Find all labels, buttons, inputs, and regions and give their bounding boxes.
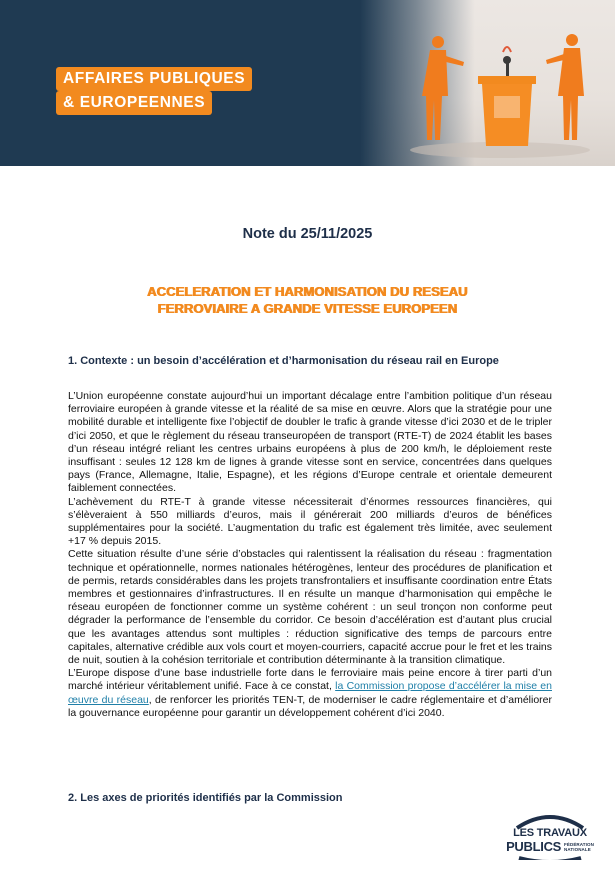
note-date: Note du 25/11/2025: [242, 226, 373, 242]
title-line1: ACCELERATION ET HARMONISATION DU RESEAU: [147, 284, 468, 299]
paragraph-text: L’Europe dispose d’une base industrielle forte dans le ferroviaire mais peine encore à tirer parti d’un marché intérieur véritablement unifié. Face à ce constat,: [68, 667, 552, 693]
logo-sub2: NATIONALE: [564, 846, 591, 852]
paragraph-text: , de renforcer les priorités TEN-T, de moderniser le cadre réglementaire et d’améliorer la gouvernance européenne pour garantir un développement cohérent d’ici 2040.: [68, 693, 552, 719]
paragraph: L’achèvement du RTE-T à grande vitesse nécessiterait d’énormes ressources financières, qui s’élèveraient à 550 milliards d’euros, mais il générerait 200 milliards d’euros de bénéfices supplémentaires pour la société. L’augmentation du trafic est également très limitée, avec seulement +17 % depuis 2015.: [68, 495, 552, 548]
logo-line1: LES TRAVAUX: [513, 827, 587, 839]
business-meeting-illustration: [360, 0, 615, 166]
logo-sub1: FÉDÉRATION: [564, 841, 594, 847]
organization-logo: [506, 827, 594, 854]
commission-proposal-link[interactable]: la Commission propose d’accélérer la mise en œuvre du réseau: [68, 680, 552, 706]
section1-heading: 1. Contexte : un besoin d’accélération et d’harmonisation du réseau rail en Europe: [68, 355, 499, 367]
logo-line2: PUBLICS: [506, 839, 562, 854]
paragraph: [68, 667, 552, 720]
section-tag-line1: AFFAIRES PUBLIQUES: [56, 67, 252, 91]
document-title: [60, 283, 555, 317]
section-tag-line2: & EUROPEENNES: [56, 91, 212, 115]
header-photo: [360, 0, 615, 166]
paragraph: Cette situation résulte d’une série d’obstacles qui ralentissent la réalisation du réseau : fragmentation technique et opérationnelle, normes nationales hétérogènes, lenteur des procédures de planification et de permis, retards considérables dans les projets transfrontaliers et insuffisante coordination entre États membres et gestionnaires d’infrastructures. Il en résulte un manque d’harmonisation qui empêche le réseau européen de fonctionner comme un système cohérent : un seul tronçon non conforme peut dégrader la performance de l’ensemble du corridor. Ce besoin d’accélération est d’autant plus crucial que les avantages attendus sont multiples : réduction significative des temps de parcours entre capitales, alternative crédible aux vols court et moyen-courriers, capacité accrue pour le fret et les trains de nuit, soutien à la cohésion territoriale et contribution déterminante à la transition climatique.: [68, 548, 552, 667]
section1-body: [68, 390, 552, 720]
paragraph: L’Union européenne constate aujourd’hui un important décalage entre l’ambition politique d’un réseau ferroviaire européen à grande vitesse et la réalité de sa mise en œuvre. Alors que la stratégie pour une mobilité durable et intelligente fixe l’objectif de doubler le trafic à grande vitesse d’ici 2030 et de le tripler d’ici 2050, et que le règlement du réseau transeuropéen de transport (RTE-T) de 2024 établit les bases d’un réseau intégré reliant les centres urbains européens à plus de 200 km/h, le déploiement reste insuffisant : seules 12 128 km de lignes à grande vitesse sont en service, concentrées dans quelques pays (France, Allemagne, Italie, Espagne), et les régions d’Europe centrale et orientale demeurent faiblement connectées.: [68, 390, 552, 495]
section2-heading: 2. Les axes de priorités identifiés par la Commission: [68, 792, 343, 804]
title-line2: FERROVIAIRE A GRANDE VITESSE EUROPEEN: [157, 301, 458, 316]
header-banner: [0, 0, 615, 166]
